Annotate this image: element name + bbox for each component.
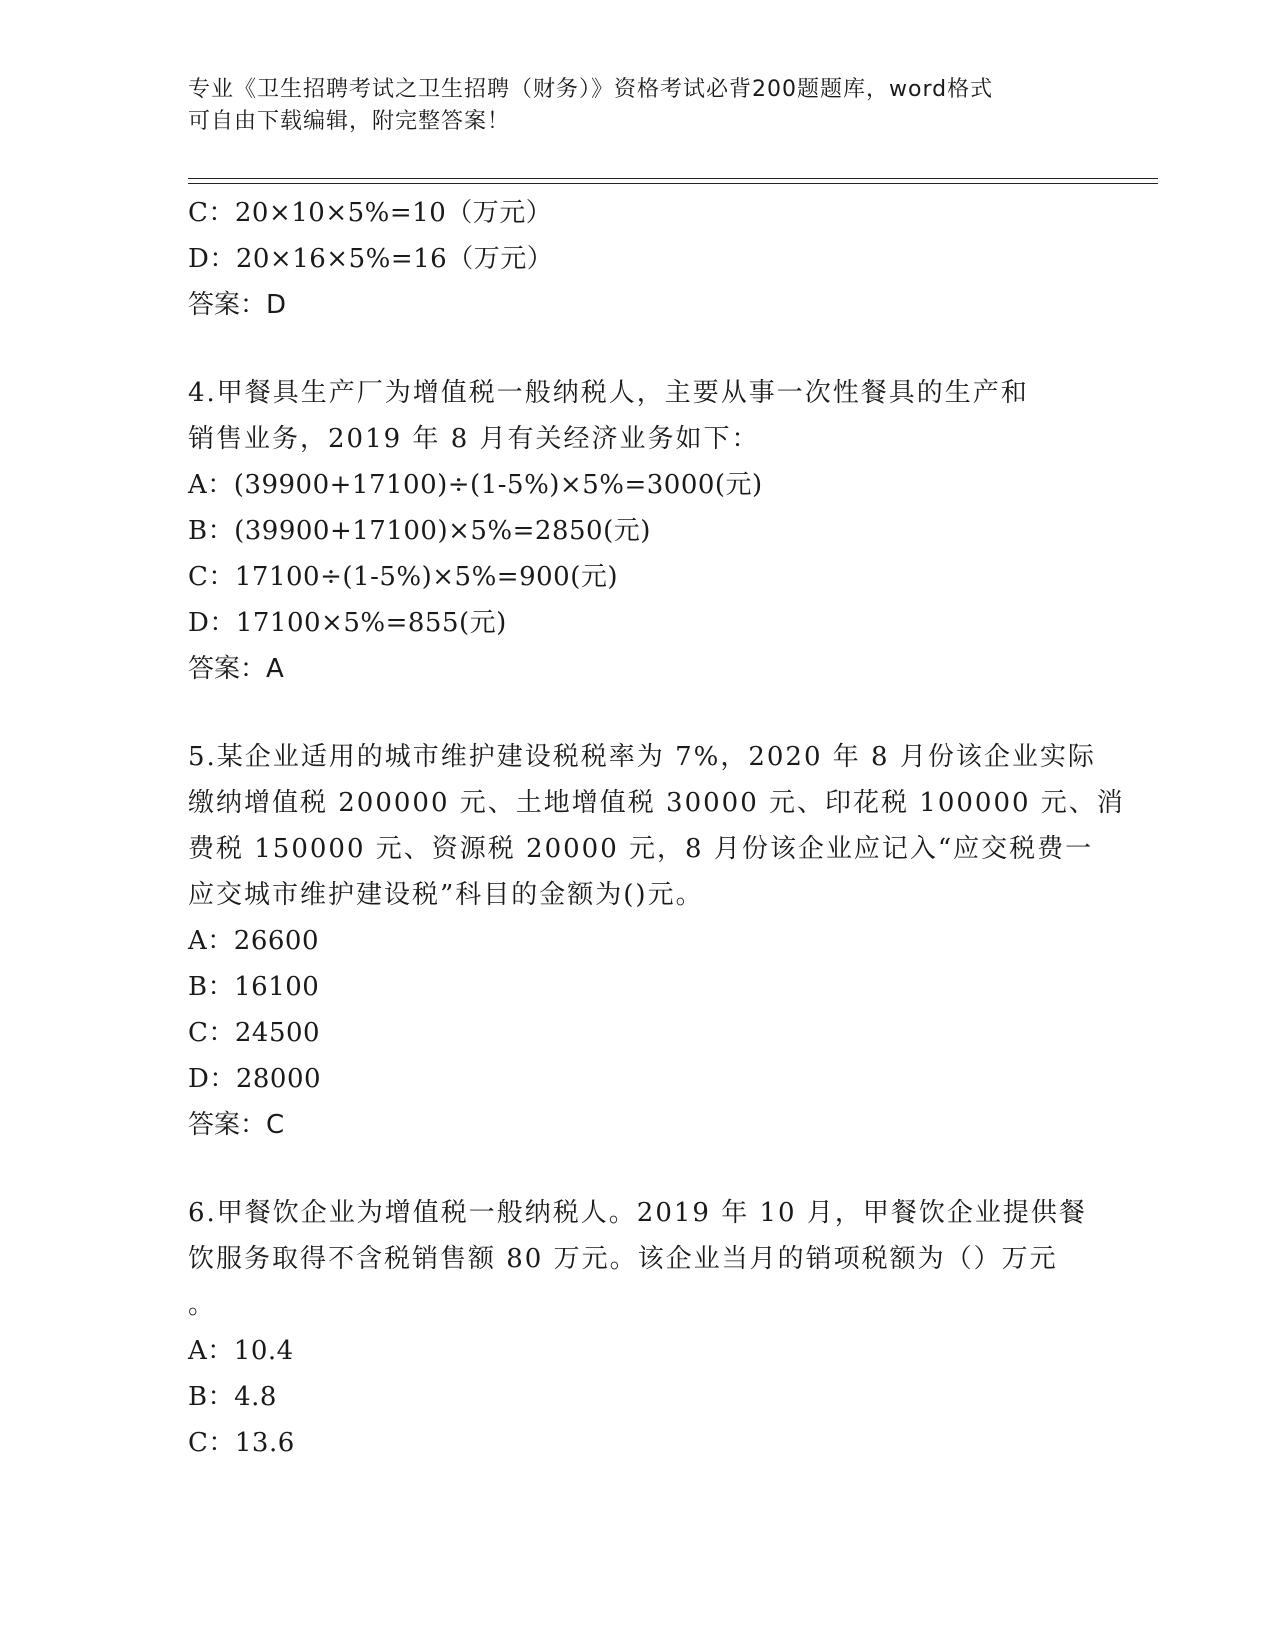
option-d: D：20×16×5%=16（万元） <box>188 244 554 274</box>
option-a: A：(39900+17100)÷(1-5%)×5%=3000(元) <box>188 470 763 500</box>
question-text-line: 缴纳增值税 200000 元、土地增值税 30000 元、印花税 100000 元、消 <box>188 788 1125 818</box>
option-b: B：(39900+17100)×5%=2850(元) <box>188 516 651 546</box>
option-b: B：16100 <box>188 972 320 1002</box>
question-6 <box>188 1190 1088 1466</box>
question-text-line: 应交城市维护建设税”科目的金额为()元。 <box>188 880 704 910</box>
answer-line: 答案：A <box>188 654 284 684</box>
answer-line: 答案：D <box>188 290 287 320</box>
option-d: D：17100×5%=855(元) <box>188 608 507 638</box>
option-c: C：17100÷(1-5%)×5%=900(元) <box>188 562 618 592</box>
option-a: A：10.4 <box>188 1336 294 1366</box>
question-text-line: 。 <box>188 1290 217 1320</box>
question-text-line: 5.某企业适用的城市维护建设税税率为 7%，2020 年 8 月份该企业实际 <box>188 742 1096 772</box>
option-c: C：24500 <box>188 1018 321 1048</box>
header-rule-bottom <box>188 183 1158 184</box>
header-line-1: 专业《卫生招聘考试之卫生招聘（财务）》资格考试必背200题题库，word格式 <box>188 77 994 102</box>
question-3-tail <box>188 190 1088 328</box>
header-rule-top <box>188 178 1158 179</box>
spacer <box>188 692 1088 734</box>
option-b: B：4.8 <box>188 1382 277 1412</box>
question-text-line: 费税 150000 元、资源税 20000 元，8 月份该企业应记入“应交税费一 <box>188 834 1094 864</box>
question-text-line: 6.甲餐饮企业为增值税一般纳税人。2019 年 10 月，甲餐饮企业提供餐 <box>188 1198 1087 1228</box>
option-c: C：20×10×5%=10（万元） <box>188 198 553 228</box>
question-text <box>188 370 1088 462</box>
answer-line: 答案：C <box>188 1110 285 1140</box>
header-line-2: 可自由下载编辑，附完整答案！ <box>188 109 511 134</box>
document-header <box>188 74 1068 138</box>
option-c: C：13.6 <box>188 1428 295 1458</box>
question-text-line: 4.甲餐具生产厂为增值税一般纳税人，主要从事一次性餐具的生产和 <box>188 378 1029 408</box>
question-content <box>188 190 1125 1466</box>
question-5 <box>188 734 1125 1148</box>
spacer <box>188 1148 1088 1190</box>
question-text <box>188 1190 1088 1328</box>
question-text <box>188 734 1125 918</box>
spacer <box>188 328 1088 370</box>
question-text-line: 饮服务取得不含税销售额 80 万元。该企业当月的销项税额为（）万元 <box>188 1244 1058 1274</box>
question-4 <box>188 370 1088 692</box>
option-a: A：26600 <box>188 926 319 956</box>
option-d: D：28000 <box>188 1064 322 1094</box>
question-text-line: 销售业务，2019 年 8 月有关经济业务如下： <box>188 424 760 454</box>
